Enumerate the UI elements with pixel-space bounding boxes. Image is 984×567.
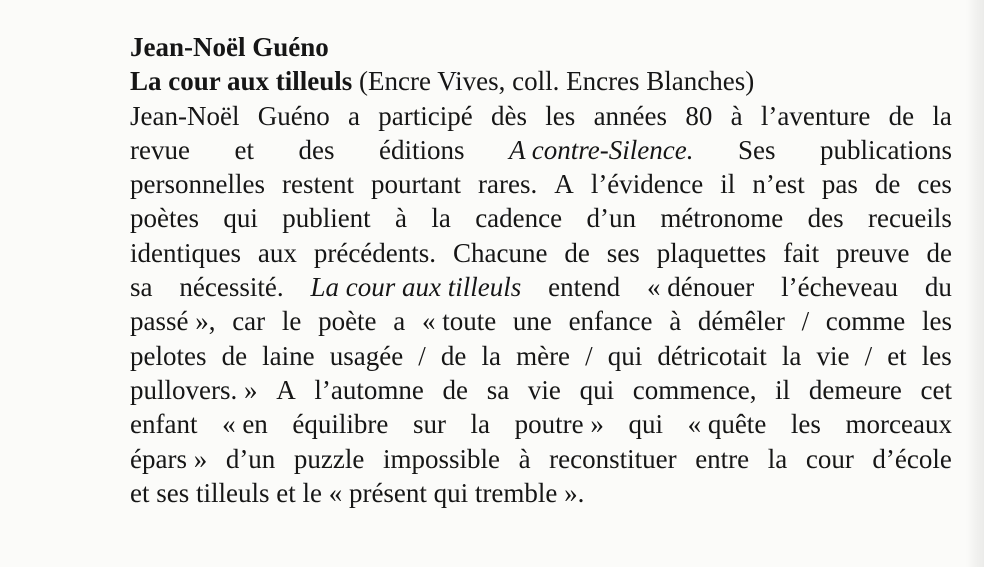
review-word: impossible	[382, 443, 500, 474]
review-word: la	[767, 443, 788, 474]
review-line-9	[130, 373, 952, 407]
review-word: commence,	[632, 374, 757, 405]
review-word: l’écheveau	[781, 272, 899, 303]
review-word: à	[395, 203, 408, 234]
review-word: morceaux	[845, 409, 952, 440]
review-word: ces	[917, 169, 952, 200]
review-word: détricotait	[657, 340, 767, 371]
review-word: la	[470, 409, 491, 440]
review-word: /	[585, 340, 593, 371]
review-word: les	[545, 100, 576, 131]
review-word: la	[932, 100, 952, 131]
review-word: une	[512, 306, 552, 337]
review-word: dès	[491, 100, 527, 131]
review-word: cadence	[475, 203, 563, 234]
review-word: des	[807, 203, 844, 234]
review-word: qui	[628, 409, 663, 440]
review-line-6	[130, 270, 952, 304]
review-word: « dénouer	[647, 272, 755, 303]
review-word: preuve	[836, 237, 910, 268]
review-word: et	[234, 134, 254, 165]
review-word: participé	[378, 100, 473, 131]
review-word: poutre »	[514, 409, 604, 440]
review-word: qui	[579, 374, 615, 405]
review-word: personnelles	[130, 169, 265, 200]
review-word: qui	[223, 203, 258, 234]
review-word: « toute	[421, 306, 497, 337]
review-word: cet	[920, 374, 952, 405]
review-word: vie	[527, 374, 561, 405]
review-word: précédents.	[313, 237, 437, 268]
review-word: il	[775, 374, 791, 405]
review-word: enfance	[568, 306, 653, 337]
review-word: enfant	[130, 409, 198, 440]
review-word: à	[669, 306, 682, 337]
review-word: vie	[816, 340, 850, 371]
review-word: les	[921, 340, 952, 371]
review-word: n’est	[752, 169, 805, 200]
review-word: « en	[222, 409, 268, 440]
review-word: /	[801, 306, 810, 337]
review-word: métronome	[660, 203, 784, 234]
review-word: de	[888, 100, 915, 131]
review-word: /	[418, 340, 426, 371]
review-word: la	[781, 340, 802, 371]
review-word: puzzle	[293, 443, 365, 474]
review-word: recueils	[867, 203, 952, 234]
review-word: de	[440, 340, 467, 371]
review-word: aux	[257, 237, 297, 268]
review-word: car	[232, 306, 266, 337]
review-word: a	[348, 100, 360, 131]
review-word: la	[481, 340, 501, 371]
review-word: l’évidence	[590, 169, 704, 200]
review-word: Jean-Noël	[130, 100, 240, 131]
review-word: Ses	[737, 134, 776, 165]
review-word: A	[276, 374, 296, 405]
review-word: /	[864, 340, 873, 371]
review-line-1	[130, 99, 952, 133]
review-word: qui	[607, 340, 643, 371]
review-word: cour	[805, 443, 854, 474]
review-word: usagée	[329, 340, 404, 371]
review-word: Chacune	[452, 237, 548, 268]
review-word: pullovers. »	[130, 374, 258, 405]
review-word: le	[281, 306, 302, 337]
review-word: rares.	[478, 169, 538, 200]
review-word: pas	[821, 169, 858, 200]
review-word: années	[593, 100, 668, 131]
review-line-10	[130, 407, 952, 441]
review-word: 80	[685, 100, 713, 131]
review-word: de	[874, 169, 901, 200]
review-word: et	[887, 340, 907, 371]
review-word: la	[431, 203, 451, 234]
author-name: Jean-Noël Guéno	[130, 32, 329, 62]
review-word: poète	[318, 306, 377, 337]
review-word: Guéno	[257, 100, 330, 131]
review-word: des	[298, 134, 335, 165]
review-word: nécessité.	[179, 272, 284, 303]
review-word: démêler	[697, 306, 785, 337]
review-line-4	[130, 201, 952, 235]
review-word: sur	[412, 409, 446, 440]
review-word: d’école	[872, 443, 952, 474]
review-line-8	[130, 339, 952, 373]
review-word: l’automne	[314, 374, 424, 405]
review-line-7	[130, 304, 952, 338]
review-word: l’aventure	[760, 100, 871, 131]
review-word: A	[554, 169, 574, 200]
review-word: mère	[516, 340, 571, 371]
review-word: d’un	[586, 203, 636, 234]
review-word: pelotes	[130, 340, 207, 371]
review-word: passé »,	[130, 306, 216, 337]
review-word: du	[924, 272, 952, 303]
review-word: plaquettes	[656, 237, 767, 268]
review-word: reconstituer	[549, 443, 677, 474]
review-word: restent	[282, 169, 354, 200]
review-word: éditions	[379, 134, 465, 165]
book-publisher: (Encre Vives, coll. Encres Blanches)	[359, 66, 755, 97]
review-article	[130, 30, 952, 510]
review-word: de	[221, 340, 248, 371]
review-word: identiques	[130, 237, 241, 268]
review-word: a	[393, 306, 406, 337]
review-word: à	[518, 443, 531, 474]
review-word: comme	[825, 306, 906, 337]
review-word: de	[564, 237, 590, 268]
review-word: « quête	[687, 409, 767, 440]
review-word: de	[926, 237, 952, 268]
review-word: ses	[606, 237, 640, 268]
review-word: épars »	[130, 443, 208, 474]
review-word: de	[442, 374, 469, 405]
review-word: revue	[130, 134, 190, 165]
review-word: pourtant	[371, 169, 461, 200]
review-word: laine	[262, 340, 315, 371]
review-word: les	[790, 409, 821, 440]
review-word: publient	[282, 203, 371, 234]
review-line-2	[130, 133, 952, 167]
book-heading	[130, 64, 952, 98]
review-word: poètes	[130, 203, 199, 234]
review-word: équilibre	[292, 409, 389, 440]
review-word: sa	[130, 272, 153, 303]
book-title-inline: La cour aux tilleuls	[310, 272, 522, 303]
review-line-11	[130, 442, 952, 476]
review-word: sa	[486, 374, 510, 405]
scan-page-edge	[966, 0, 984, 567]
review-line-12: et ses tilleuls et le « présent qui tremble ».	[130, 477, 585, 508]
review-word: à	[730, 100, 743, 131]
review-word: demeure	[808, 374, 902, 405]
review-word: il	[720, 169, 736, 200]
review-line-3	[130, 167, 952, 201]
journal-title: A contre-Silence.	[509, 134, 694, 165]
review-word: entre	[695, 443, 750, 474]
review-word: d’un	[225, 443, 276, 474]
review-word: les	[921, 306, 952, 337]
review-word: entend	[548, 272, 621, 303]
review-word: fait	[783, 237, 820, 268]
review-line-5	[130, 236, 952, 270]
book-title: La cour aux tilleuls	[130, 66, 353, 97]
review-word: publications	[820, 134, 952, 165]
